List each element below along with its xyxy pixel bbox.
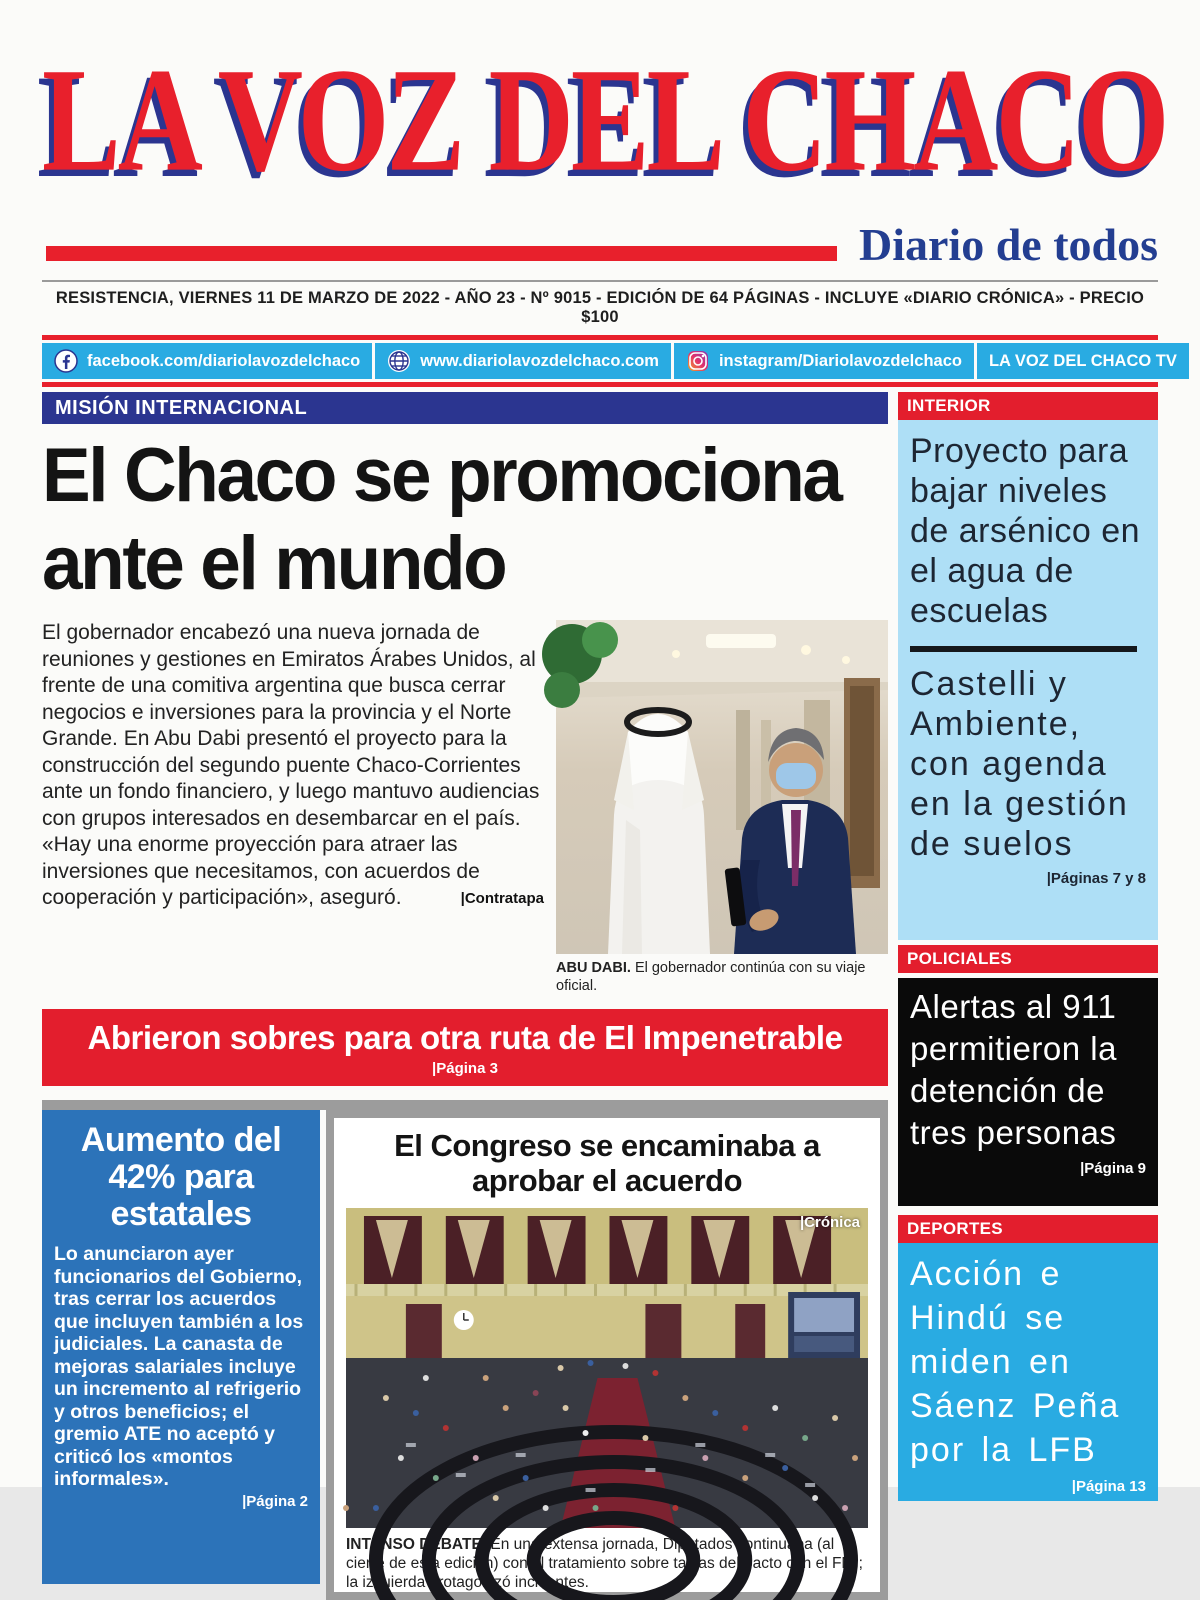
article-text-column [42, 620, 544, 995]
main-headline: El Chaco se promociona ante el mundo [42, 433, 841, 606]
congress-headline: El Congreso se encaminaba a aprobar el acuerdo [394, 1128, 820, 1198]
tv-link[interactable] [977, 343, 1189, 379]
deportes-page-reference: |Página 13 [1071, 1478, 1146, 1495]
salary-box-page-reference: |Página 2 [242, 1492, 308, 1510]
interior-page-reference: |Páginas 7 y 8 [1046, 870, 1146, 887]
photo-caption [556, 959, 888, 995]
masthead [42, 0, 1167, 270]
deportes-headline: Acción e Hindú se miden en Sáenz Peña por la LFB [910, 1255, 1121, 1469]
website-label: www.diariolavozdelchaco.com [420, 351, 659, 370]
tv-label: LA VOZ DEL CHACO TV [988, 351, 1177, 370]
main-column [42, 392, 888, 1600]
banner-page-reference: |Página 3 [432, 1060, 498, 1077]
congress-article-box [326, 1110, 888, 1600]
instagram-label: instagram/Diariolavozdelchaco [718, 351, 962, 370]
interior-headline-1: Proyecto para bajar niveles de arsénico en el agua de escuelas [910, 432, 1141, 630]
salary-box-headline: Aumento del 42% para estatales [80, 1121, 282, 1233]
interior-headline-2: Castelli y Ambiente, con agenda en la gestión de suelos [910, 665, 1129, 863]
salary-box-body: Lo anunciaron ayer funcionarios del Gobierno, tras cerrar los acuerdos que incluyen también a los judiciales. La canasta de mejoras salariales incluye un incremento al refrigerio y otros beneficios; el gremio ATE no aceptó y criticó los «montos informales». [54, 1243, 304, 1490]
banner-headline: Abrieron sobres para otra ruta de El Impenetrable [87, 1019, 843, 1056]
article-body: El gobernador encabezó una nueva jornada de reuniones y gestiones en Emiratos Árabes Unidos, al frente de una comitiva argentina que busca cerrar negocios e inversiones para la provincia y el Norte Grande. En Abu Dabi presentó el proyecto para la construcción del segundo puente Chaco-Corrientes ante un fondo financiero, y luego mantuvo audiencias con grupos interesados en desembarcar en el país. «Hay una enorme proyección para atraer las inversiones que necesitamos, con acuerdos de cooperación y participación», aseguró. [42, 621, 540, 909]
facebook-label: facebook.com/diariolavozdelchaco [87, 351, 361, 370]
tagline-row [42, 219, 1158, 270]
page-reference: |Contratapa [460, 889, 544, 907]
dateline: RESISTENCIA, VIERNES 11 DE MARZO DE 2022 - AÑO 23 - Nº 9015 - EDICIÓN DE 64 PÁGINAS - INCLUYE «DIARIO CRÓNICA» - PRECIO $100 [55, 289, 1145, 326]
newspaper-tagline: Diario de todos [859, 219, 1158, 270]
bottom-row [42, 1100, 888, 1600]
sidebar [898, 392, 1158, 1501]
photo-caption-text: El gobernador continúa con su viaje oficial. [556, 960, 866, 994]
facebook-link[interactable] [42, 343, 372, 379]
facebook-icon [54, 349, 78, 373]
interior-box [898, 420, 1158, 940]
abu-dhabi-photo [556, 620, 888, 954]
instagram-icon [686, 349, 710, 373]
social-bar [42, 343, 1177, 379]
newspaper-title: LA VOZ DEL CHACO [42, 37, 1167, 203]
interior-divider [910, 646, 1137, 652]
website-link[interactable] [375, 343, 671, 379]
section-kicker: MISIÓN INTERNACIONAL [42, 392, 888, 424]
deportes-box [898, 1243, 1158, 1501]
congress-photo-credit: |Crónica [799, 1214, 860, 1231]
content-grid [42, 392, 1158, 1600]
social-bar-frame [42, 335, 1177, 387]
congress-photo-frame [346, 1208, 868, 1528]
interior-section-header: INTERIOR [898, 392, 1158, 420]
policiales-headline: Alertas al 911 permitieron la detención de tres personas [910, 988, 1117, 1151]
congress-caption-text: En una extensa jornada, Diputados continuaba (al cierre de esta edición) con el tratamiento sobre tablas del pacto con el FMI; la izquierda protagonizó incidentes. [346, 1536, 863, 1591]
policiales-box [898, 978, 1158, 1206]
deportes-section-header: DEPORTES [898, 1215, 1158, 1243]
photo-caption-lead: ABU DABI. [556, 960, 631, 976]
congress-photo [346, 1208, 868, 1528]
divider [42, 280, 1158, 282]
article-figure [556, 620, 888, 995]
instagram-link[interactable] [674, 343, 974, 379]
main-article [42, 620, 888, 995]
globe-icon [387, 349, 411, 373]
salary-increase-box [42, 1110, 320, 1584]
impenetrable-banner [42, 1009, 888, 1086]
red-rule [46, 246, 837, 261]
policiales-section-header: POLICIALES [898, 945, 1158, 973]
congress-caption-lead: INTENSO DEBATE. [346, 1536, 487, 1553]
policiales-page-reference: |Página 9 [1080, 1160, 1146, 1177]
